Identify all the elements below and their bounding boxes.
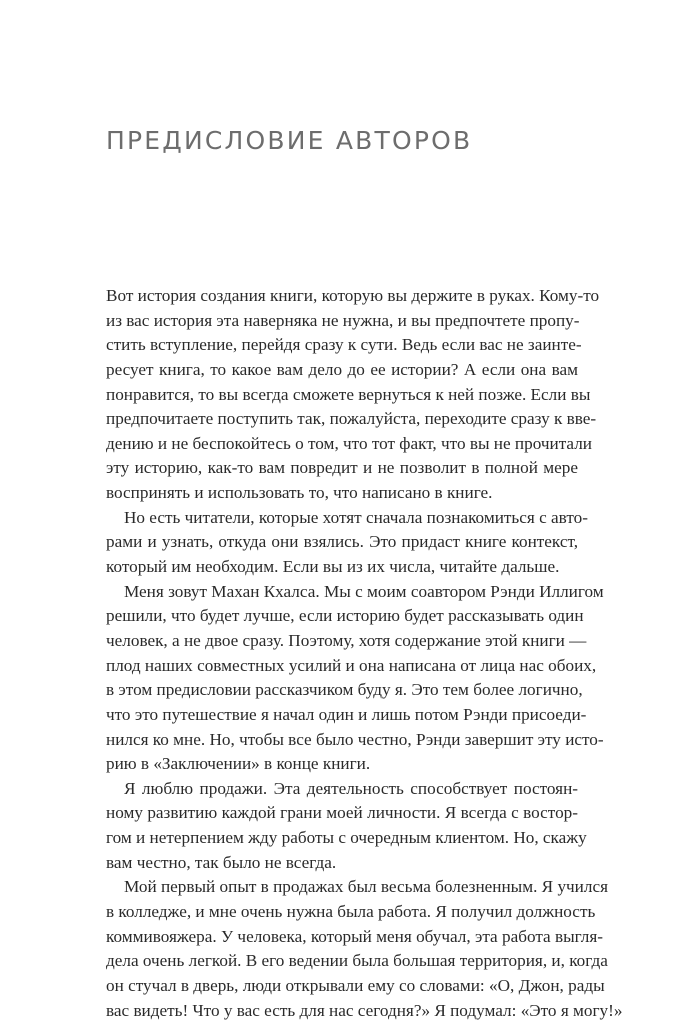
text-line: понравится, то вы всегда сможете вернуться к ней позже. Если вы xyxy=(106,384,591,404)
text-line: воспринять и использовать то, что написано в книге. xyxy=(106,483,493,503)
text-line: который им необходим. Если вы из их числа, читайте дальше. xyxy=(106,557,560,577)
text-line: предпочитаете поступить так, пожалуйста, переходите сразу к вве- xyxy=(106,409,597,429)
text-line: стить вступление, перейдя сразу к сути. Ведь если вас не заинте- xyxy=(106,335,582,355)
text-line: он стучал в дверь, люди открывали ему со словами: «О, Джон, рады xyxy=(106,975,605,995)
text-line: ному развитию каждой грани моей личности. Я всегда с востор- xyxy=(106,803,578,823)
text-line: гом и нетерпением жду работы с очередным клиентом. Но, скажу xyxy=(106,828,587,848)
text-line: из вас история эта наверняка не нужна, и вы предпочтете пропу- xyxy=(106,310,580,330)
text-line: рами и узнать, откуда они взялись. Это придаст книге контекст, xyxy=(106,532,578,552)
paragraph xyxy=(106,580,604,777)
text-line: что это путешествие я начал один и лишь потом Рэнди присоеди- xyxy=(106,704,587,724)
text-line: рию в «Заключении» в конце книги. xyxy=(106,754,371,774)
paragraph xyxy=(106,284,600,506)
text-line: плод наших совместных усилий и она написана от лица нас обоих, xyxy=(106,655,597,675)
text-line: Но есть читатели, которые хотят сначала познакомиться с авто- xyxy=(124,507,588,527)
text-line: вас видеть! Что у вас есть для нас сегодня?» Я подумал: «Это я могу!» xyxy=(106,1000,623,1020)
text-line: Вот история создания книги, которую вы держите в руках. Кому-то xyxy=(106,286,600,305)
text-line: Меня зовут Махан Кхалса. Мы с моим соавтором Рэнди Иллигом xyxy=(124,581,604,601)
text-line: эту историю, как-то вам повредит и не позволит в полной мере xyxy=(106,458,578,478)
text-line: Мой первый опыт в продажах был весьма болезненным. Я учился xyxy=(124,877,608,897)
text-line: в колледже, и мне очень нужна была работа. Я получил должность xyxy=(106,902,596,922)
text-line: нился ко мне. Но, чтобы все было честно, Рэнди завершит эту исто- xyxy=(106,729,604,749)
text-line: вам честно, так было не всегда. xyxy=(106,852,337,872)
text-line: дела очень легкой. В его ведении была большая территория, и, когда xyxy=(106,951,608,971)
text-line: дению и не беспокойтесь о том, что тот факт, что вы не прочитали xyxy=(106,433,592,453)
text-line: ресует книга, то какое вам дело до ее истории? А если она вам xyxy=(106,359,578,379)
chapter-title: ПРЕДИСЛОВИЕ АВТОРОВ xyxy=(106,126,473,155)
paragraph xyxy=(106,875,623,1023)
paragraph xyxy=(106,777,587,876)
text-line: решили, что будет лучше, если историю будет рассказывать один xyxy=(106,606,584,626)
paragraph xyxy=(106,506,588,580)
body-text xyxy=(106,284,623,1023)
text-line: Я люблю продажи. Эта деятельность способствует постоян- xyxy=(124,778,578,798)
text-line: коммивояжера. У человека, который меня обучал, эта работа выгля- xyxy=(106,926,604,946)
text-line: человек, а не двое сразу. Поэтому, хотя содержание этой книги — xyxy=(106,630,587,650)
text-line: в этом предисловии рассказчиком буду я. Это тем более логично, xyxy=(106,680,583,700)
